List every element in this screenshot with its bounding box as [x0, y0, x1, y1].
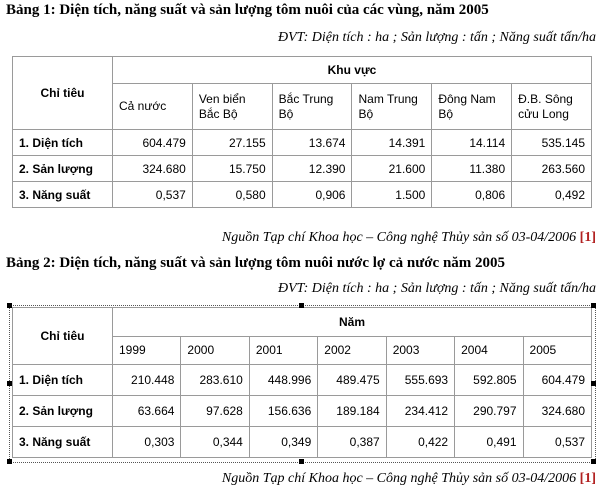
- table2-col-header: 2003: [386, 337, 454, 365]
- table2-col-header: 1999: [113, 337, 181, 365]
- table-cell: 604.479: [113, 130, 193, 156]
- table2-col-header: 2004: [455, 337, 523, 365]
- table-cell: 604.479: [523, 365, 591, 396]
- table1-source-text: Nguồn Tạp chí Khoa học – Công nghệ Thủy sản số 03-04/2006: [221, 230, 577, 245]
- table2-row-header: Chỉ tiêu: [13, 308, 113, 365]
- table2-source-ref[interactable]: [1]: [579, 471, 596, 486]
- table-cell: 283.610: [181, 365, 249, 396]
- table2-source-text: Nguồn Tạp chí Khoa học – Công nghệ Thủy sản số 03-04/2006: [221, 471, 577, 486]
- table1-source-ref[interactable]: [1]: [579, 230, 596, 245]
- table-cell: 448.996: [249, 365, 317, 396]
- table-cell: 0,537: [523, 427, 591, 458]
- table-cell: 14.114: [432, 130, 512, 156]
- table-row: [13, 365, 592, 396]
- table-cell: 12.390: [272, 156, 352, 182]
- table2-col-header: 2005: [523, 337, 591, 365]
- row-label: 1. Diện tích: [13, 365, 113, 396]
- table-cell: 0,422: [386, 427, 454, 458]
- table-row: [13, 130, 592, 156]
- table-cell: 14.391: [352, 130, 432, 156]
- table2-title: Bảng 2: Diện tích, năng suất và sản lượng tôm nuôi nước lợ cả nước năm 2005: [6, 255, 506, 271]
- resize-handle-top-left[interactable]: [7, 303, 12, 308]
- table2-group-header: Năm: [113, 308, 592, 337]
- resize-handle-middle-right[interactable]: [591, 381, 596, 386]
- table-cell: 555.693: [386, 365, 454, 396]
- table-cell: 290.797: [455, 396, 523, 427]
- row-label: 3. Năng suất: [13, 182, 113, 208]
- table-cell: 0,491: [455, 427, 523, 458]
- table1-unit-note: ĐVT: Diện tích : ha ; Sản lượng : tấn ; Năng suất tấn/ha: [277, 30, 596, 45]
- table-cell: 27.155: [192, 130, 272, 156]
- resize-handle-bottom-left[interactable]: [7, 459, 12, 464]
- table-cell: 11.380: [432, 156, 512, 182]
- resize-handle-top-middle[interactable]: [299, 303, 304, 308]
- table2-unit-note: ĐVT: Diện tích : ha ; Sản lượng : tấn ; Năng suất tấn/ha: [277, 281, 596, 296]
- table-row: [13, 396, 592, 427]
- resize-handle-top-right[interactable]: [591, 303, 596, 308]
- table2-col-header: 2000: [181, 337, 249, 365]
- table-cell: 324.680: [113, 156, 193, 182]
- table-cell: 0,537: [113, 182, 193, 208]
- table-cell: 156.636: [249, 396, 317, 427]
- table1-col-header: Bắc Trung Bộ: [272, 84, 352, 130]
- table-cell: 0,303: [113, 427, 181, 458]
- row-label: 1. Diện tích: [13, 130, 113, 156]
- table1-source: [222, 230, 596, 246]
- table2-source: [222, 471, 596, 487]
- row-label: 2. Sản lượng: [13, 396, 113, 427]
- table1-title: Bảng 1: Diện tích, năng suất và sản lượng tôm nuôi của các vùng, năm 2005: [6, 2, 489, 18]
- row-label: 2. Sản lượng: [13, 156, 113, 182]
- table-cell: 15.750: [192, 156, 272, 182]
- table-cell: 63.664: [113, 396, 181, 427]
- table-cell: 0,344: [181, 427, 249, 458]
- table2-col-header: 2002: [318, 337, 386, 365]
- table-row: [13, 182, 592, 208]
- table-cell: 489.475: [318, 365, 386, 396]
- table-cell: 210.448: [113, 365, 181, 396]
- table-cell: 0,806: [432, 182, 512, 208]
- resize-handle-bottom-middle[interactable]: [299, 459, 304, 464]
- table1-col-header: Nam Trung Bộ: [352, 84, 432, 130]
- table2: [12, 307, 592, 458]
- table-row: [13, 427, 592, 458]
- table-cell: 0,387: [318, 427, 386, 458]
- table1-col-header: Ven biển Bắc Bộ: [192, 84, 272, 130]
- table1-col-header: Đông Nam Bộ: [432, 84, 512, 130]
- resize-handle-bottom-right[interactable]: [591, 459, 596, 464]
- table-cell: 324.680: [523, 396, 591, 427]
- table1-group-header: Khu vực: [113, 57, 592, 84]
- table-cell: 13.674: [272, 130, 352, 156]
- table-cell: 592.805: [455, 365, 523, 396]
- table1-col-header: Cả nước: [113, 84, 193, 130]
- table-cell: 1.500: [352, 182, 432, 208]
- table-cell: 21.600: [352, 156, 432, 182]
- table-cell: 0,906: [272, 182, 352, 208]
- table1-col-header: Đ.B. Sông cửu Long: [512, 84, 592, 130]
- row-label: 3. Năng suất: [13, 427, 113, 458]
- table-cell: 535.145: [512, 130, 592, 156]
- table1: [12, 56, 592, 208]
- table-cell: 263.560: [512, 156, 592, 182]
- table-cell: 97.628: [181, 396, 249, 427]
- table-cell: 0,349: [249, 427, 317, 458]
- resize-handle-middle-left[interactable]: [7, 381, 12, 386]
- table-cell: 0,492: [512, 182, 592, 208]
- table-cell: 234.412: [386, 396, 454, 427]
- table-cell: 0,580: [192, 182, 272, 208]
- table2-col-header: 2001: [249, 337, 317, 365]
- table1-row-header: Chỉ tiêu: [13, 57, 113, 130]
- table-cell: 189.184: [318, 396, 386, 427]
- table-row: [13, 156, 592, 182]
